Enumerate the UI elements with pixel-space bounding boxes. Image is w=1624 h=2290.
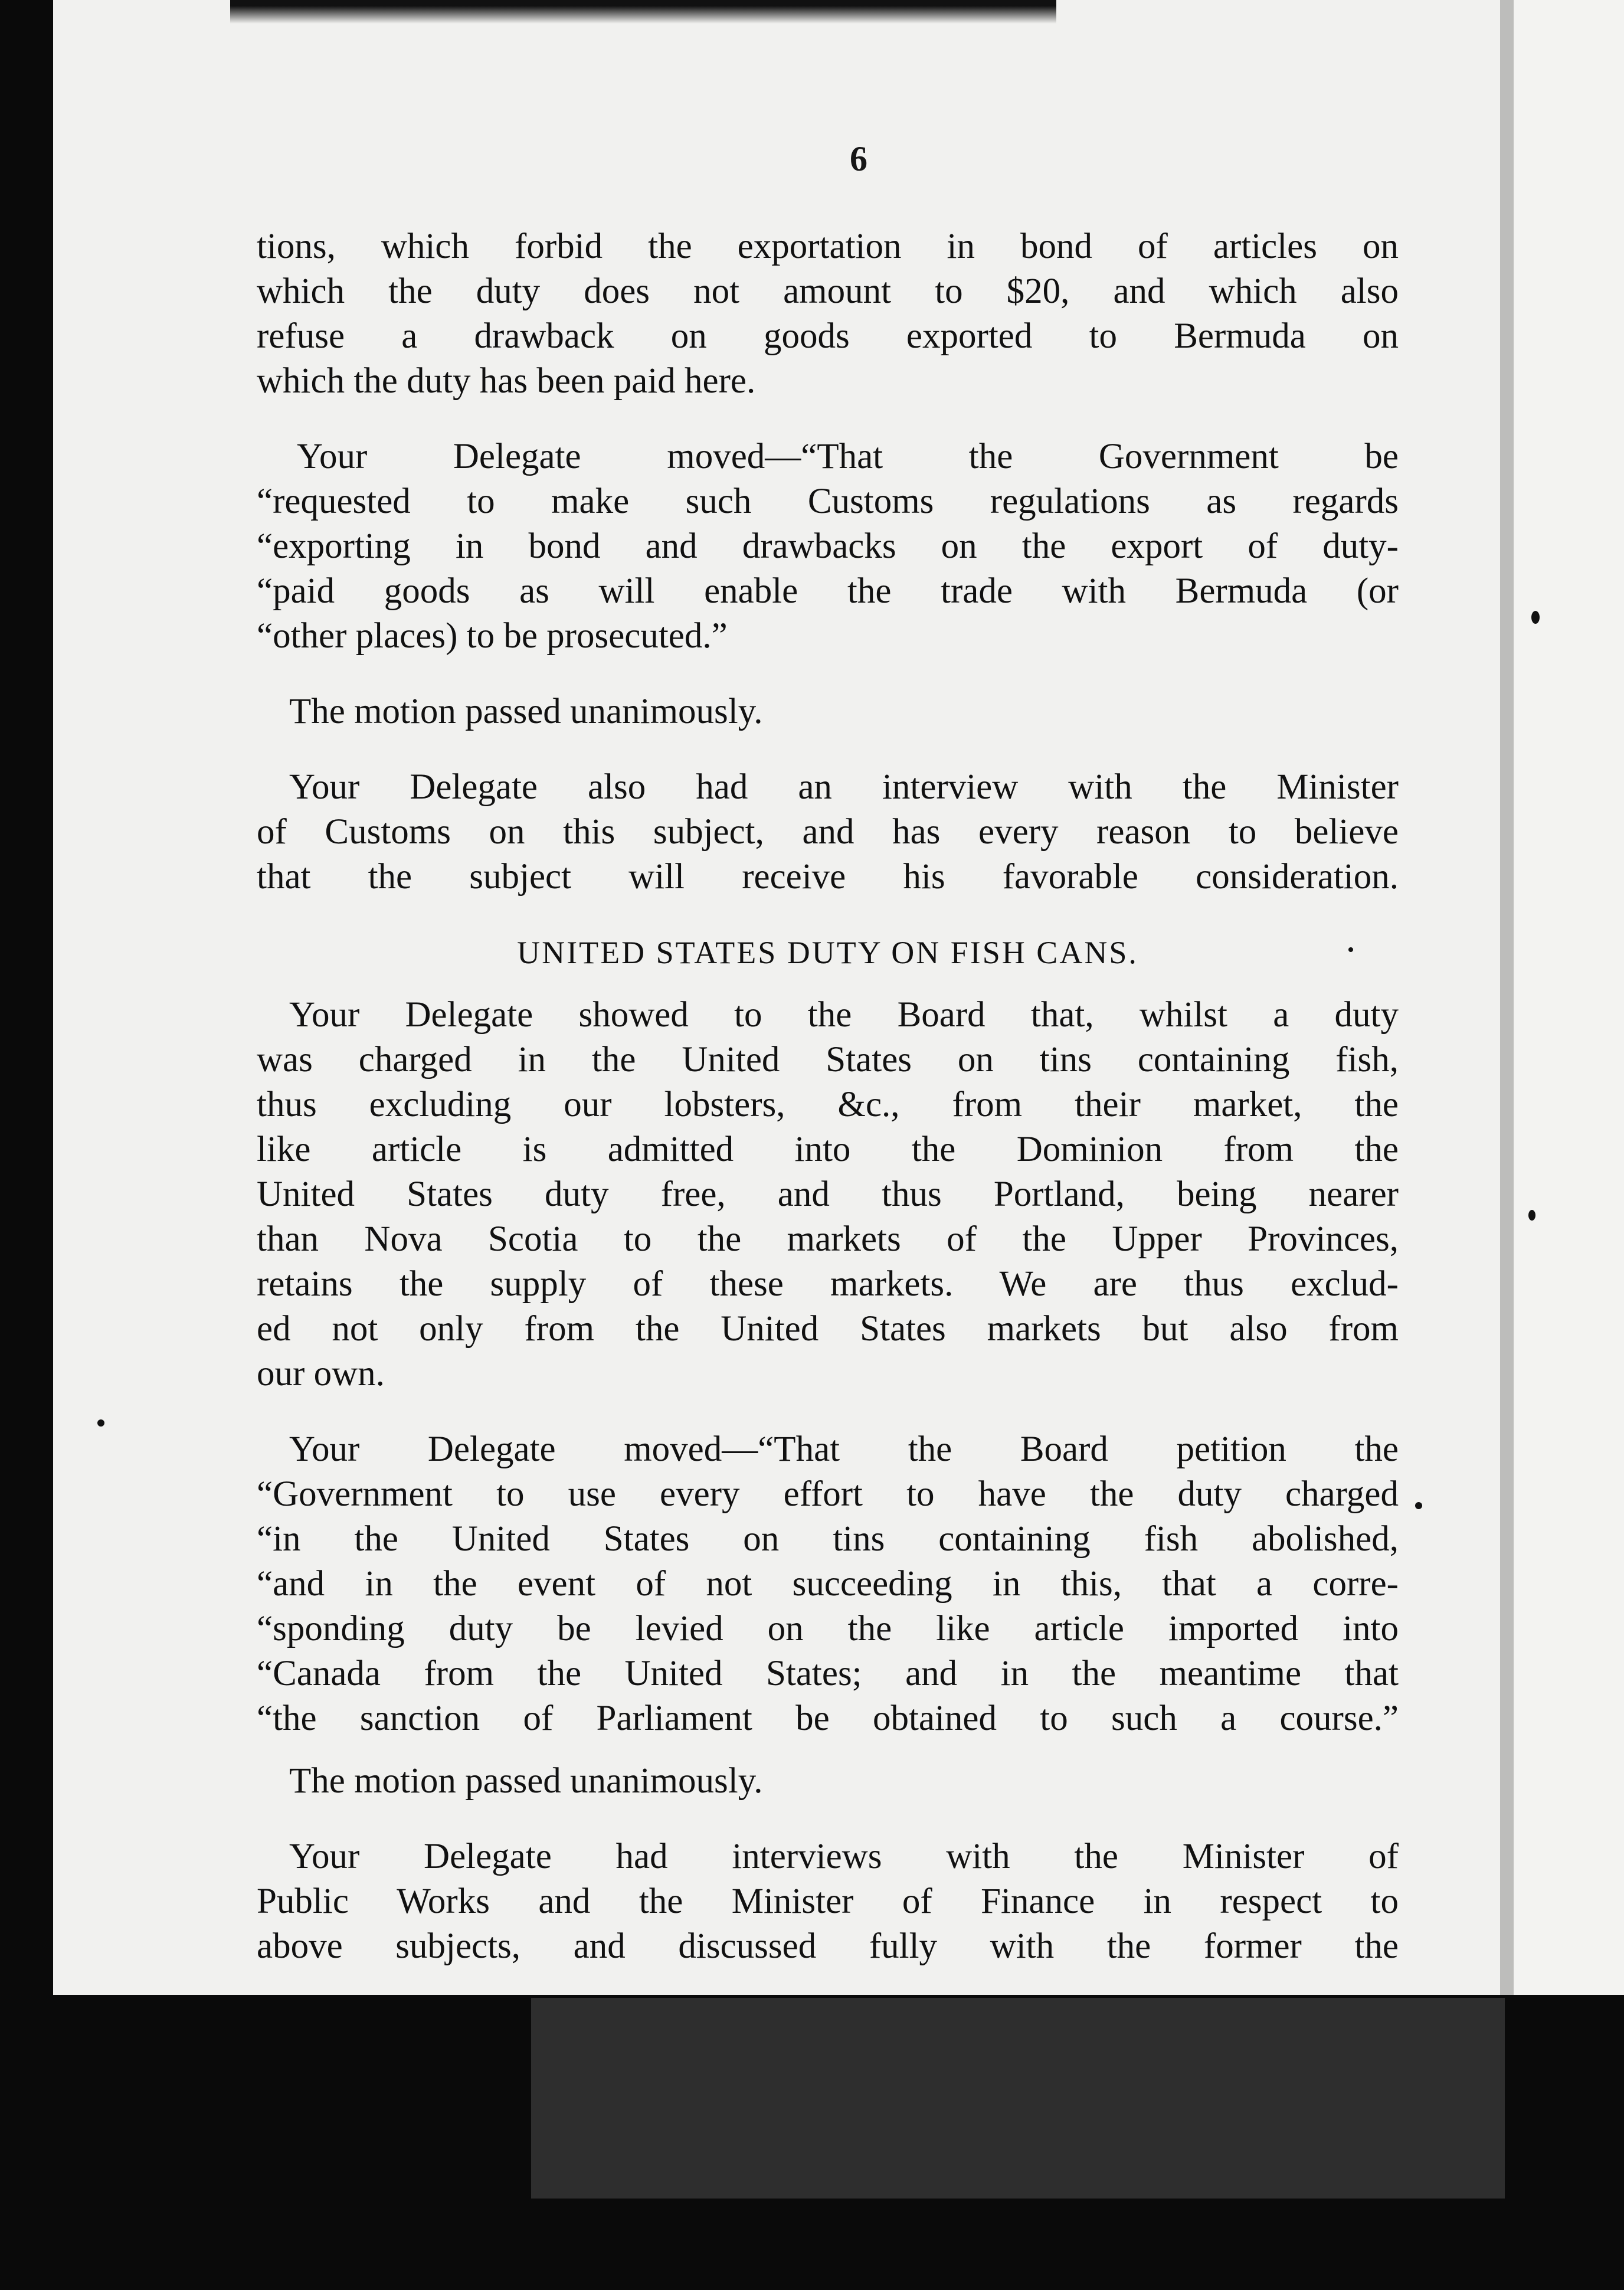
scan-speck xyxy=(1528,1210,1535,1221)
text-line: retains the supply of these markets. We are thus exclud- xyxy=(257,1264,1399,1304)
text-line: “exporting in bond and drawbacks on the export of duty- xyxy=(257,526,1399,566)
text-line: Your Delegate moved—“That the Board petition the xyxy=(289,1429,1399,1469)
paragraph-7 xyxy=(257,1759,1399,1804)
top-edge-shadow xyxy=(230,0,1056,24)
section-heading: UNITED STATES DUTY ON FISH CANS. xyxy=(517,935,1138,970)
text-line: above subjects, and discussed fully with the former the xyxy=(257,1926,1399,1966)
paragraph-1 xyxy=(257,224,1399,404)
text-line: was charged in the United States on tins containing fish, xyxy=(257,1040,1399,1079)
scan-speck xyxy=(1531,611,1540,624)
text-line: than Nova Scotia to the markets of the Upper Provinces, xyxy=(257,1219,1399,1259)
text-line: United States duty free, and thus Portland, being nearer xyxy=(257,1175,1399,1214)
scan-speck xyxy=(1348,947,1353,952)
body-text xyxy=(257,224,1399,1969)
text-line: our own. xyxy=(257,1354,385,1393)
text-line: “sponding duty be levied on the like article imported into xyxy=(257,1609,1399,1648)
text-line: “Government to use every effort to have the duty charged xyxy=(257,1474,1399,1514)
text-line: refuse a drawback on goods exported to Bermuda on xyxy=(257,316,1399,356)
text-line: “paid goods as will enable the trade with Bermuda (or xyxy=(257,571,1399,611)
text-line: Your Delegate showed to the Board that, whilst a duty xyxy=(289,995,1399,1035)
text-line: The motion passed unanimously. xyxy=(289,1761,763,1801)
text-line: that the subject will receive his favorable consideration. xyxy=(257,857,1399,897)
text-line: like article is admitted into the Dominion from the xyxy=(257,1130,1399,1169)
text-line: “the sanction of Parliament be obtained to such a course.” xyxy=(257,1699,1399,1738)
text-line: ed not only from the United States markets but also from xyxy=(257,1309,1399,1349)
text-line: which the duty does not amount to $20, and which also xyxy=(257,271,1399,311)
scan-background-band xyxy=(531,1998,1505,2199)
paragraph-3 xyxy=(257,689,1399,734)
scan-speck xyxy=(97,1419,104,1427)
text-line: of Customs on this subject, and has every reason to believe xyxy=(257,812,1399,852)
text-line: “Canada from the United States; and in the meantime that xyxy=(257,1654,1399,1693)
page-number: 6 xyxy=(850,139,867,178)
text-line: which the duty has been paid here. xyxy=(257,361,756,401)
paragraph-4 xyxy=(257,765,1399,899)
text-line: Your Delegate also had an interview with the Minister xyxy=(289,767,1399,807)
text-line: thus excluding our lobsters, &c., from their market, the xyxy=(257,1085,1399,1124)
paragraph-6 xyxy=(257,1427,1399,1741)
paragraph-5 xyxy=(257,993,1399,1396)
text-line: Public Works and the Minister of Finance in respect to xyxy=(257,1882,1399,1921)
paragraph-2 xyxy=(257,434,1399,659)
paragraph-8 xyxy=(257,1834,1399,1969)
text-line: “requested to make such Customs regulations as regards xyxy=(257,482,1399,521)
scan-speck xyxy=(1415,1502,1422,1509)
text-line: tions, which forbid the exportation in bond of articles on xyxy=(257,227,1399,266)
text-line: “in the United States on tins containing fish abolished, xyxy=(257,1519,1399,1559)
text-line: “and in the event of not succeeding in this, that a corre- xyxy=(257,1564,1399,1604)
text-line: Your Delegate had interviews with the Minister of xyxy=(289,1837,1399,1876)
facing-page-edge xyxy=(1514,0,1624,1995)
text-line: “other places) to be prosecuted.” xyxy=(257,616,728,656)
text-line: Your Delegate moved—“That the Government be xyxy=(297,437,1399,476)
text-line: The motion passed unanimously. xyxy=(289,692,763,731)
